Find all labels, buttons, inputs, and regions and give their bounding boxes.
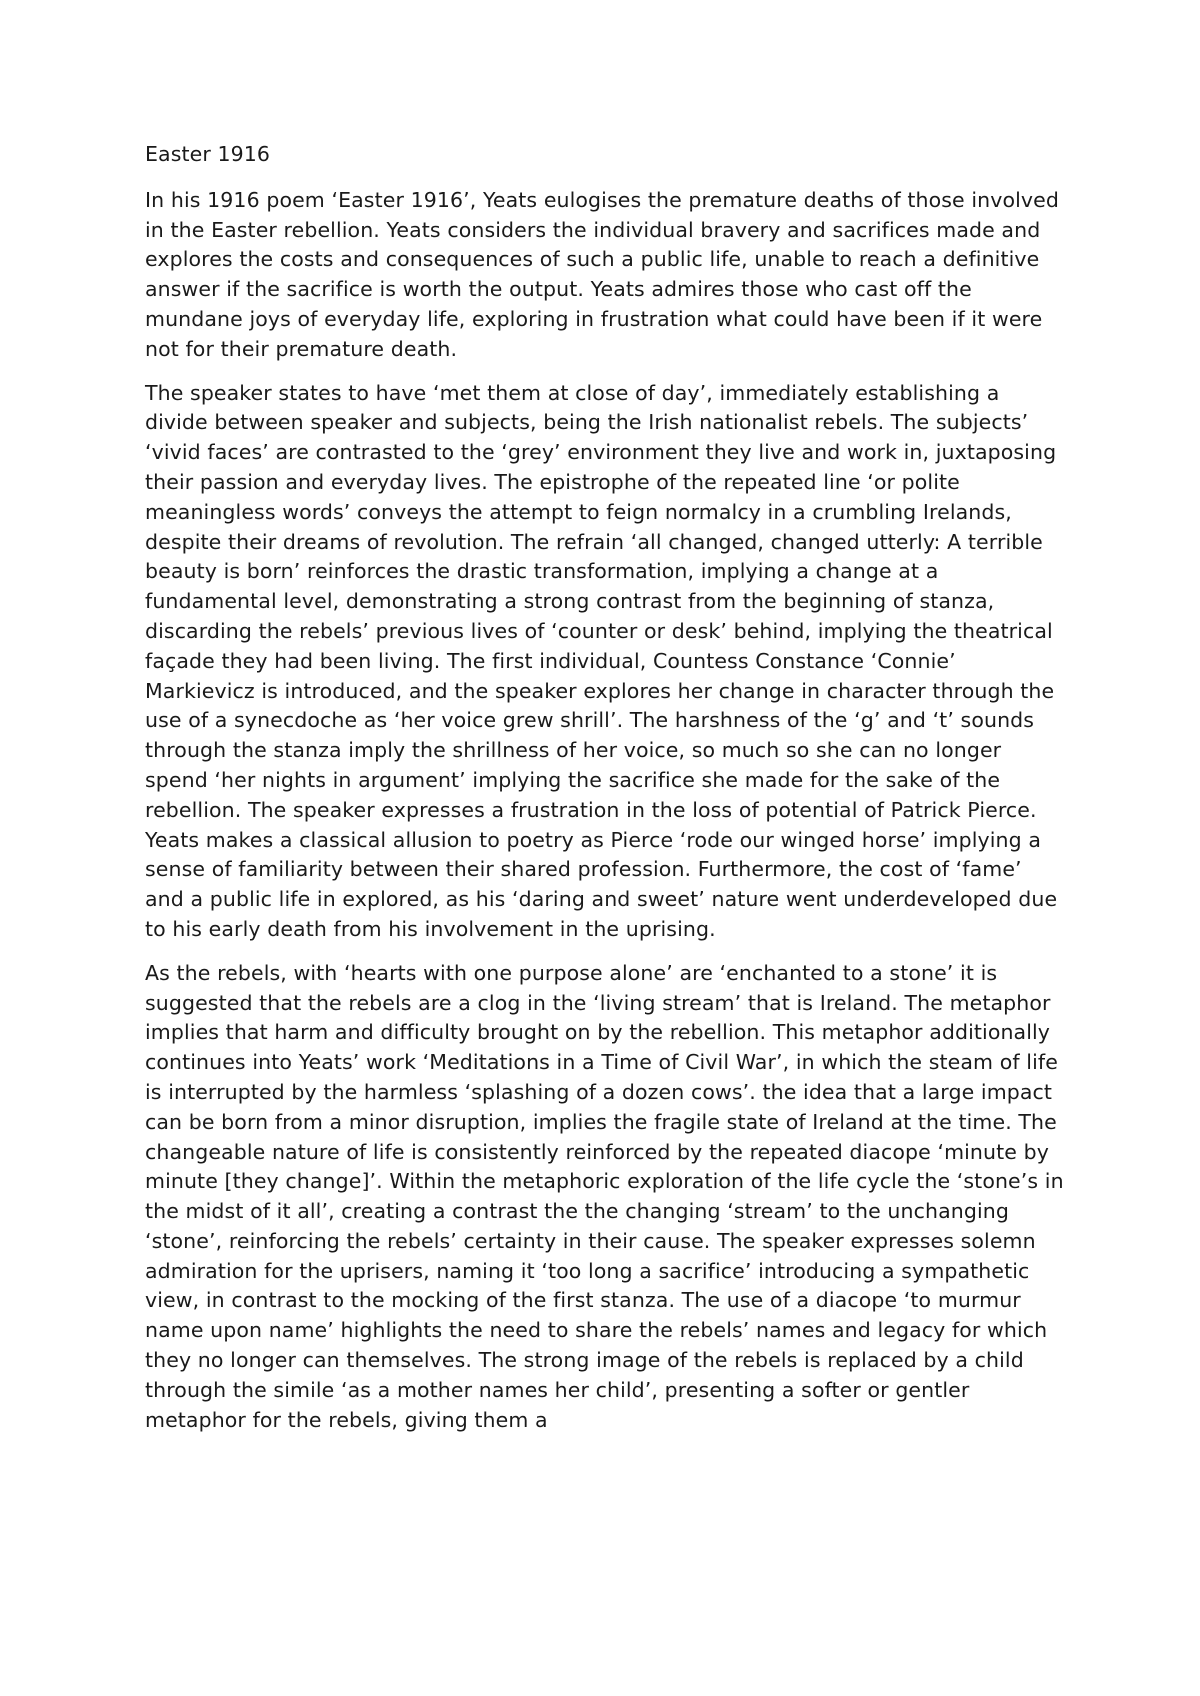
paragraph-introduction: In his 1916 poem ‘Easter 1916’, Yeats eulogises the premature deaths of those involved in the Easter rebellion. Yeats considers the individual bravery and sacrifices made and explores the costs and consequences of such a public life, unable to reach a definitive answer if the sacrifice is worth the output. Yeats admires those who cast off the mundane joys of everyday life, exploring in frustration what could have been if it were not for their premature death. [145, 187, 1059, 361]
paragraph-stanza-analysis: The speaker states to have ‘met them at close of day’, immediately establishing a divide between speaker and subjects, being the Irish nationalist rebels. The subjects’ ‘vivid faces’ are contrasted to the ‘grey’ environment they live and work in, juxtaposing their passion and everyday lives. The epistrophe of the repeated line ‘or polite meaningless words’ conveys the attempt to feign normalcy in a crumbling Irelands, despite their dreams of revolution. The refrain ‘all changed, changed utterly: A terrible beauty is born’ reinforces the drastic transformation, implying a change at a fundamental level, demonstrating a strong contrast from the beginning of stanza, discarding the rebels’ previous lives of ‘counter or desk’ behind, implying the theatrical façade they had been living. The first individual, Countess Constance ‘Connie’ Markievicz is introduced, and the speaker explores her change in character through the use of a synecdoche as ‘her voice grew shrill’. The harshness of the ‘g’ and ‘t’ sounds through the stanza imply the shrillness of her voice, so much so she can no longer spend ‘her nights in argument’ implying the sacrifice she made for the sake of the rebellion. The speaker expresses a frustration in the loss of potential of Patrick Pierce. Yeats makes a classical allusion to poetry as Pierce ‘rode our winged horse’ implying a sense of familiarity between their shared profession. Furthermore, the cost of ‘fame’ and a public life in explored, as his ‘daring and sweet’ nature went underdeveloped due to his early death from his involvement in the uprising. [145, 380, 1058, 941]
document-title: Easter 1916 [145, 142, 271, 166]
paragraph-stone-metaphor: As the rebels, with ‘hearts with one purpose alone’ are ‘enchanted to a stone’ it is suggested that the rebels are a clog in the ‘living stream’ that is Ireland. The metaphor implies that harm and difficulty brought on by the rebellion. This metaphor additionally continues into Yeats’ work ‘Meditations in a Time of Civil War’, in which the steam of life is interrupted by the harmless ‘splashing of a dozen cows’. the idea that a large impact can be born from a minor disruption, implies the fragile state of Ireland at the time. The changeable nature of life is consistently reinforced by the repeated diacope ‘minute by minute [they change]’. Within the metaphoric exploration of the life cycle the ‘stone’s in the midst of it all’, creating a contrast the the changing ‘stream’ to the unchanging ‘stone’, reinforcing the rebels’ certainty in their cause. The speaker expresses solemn admiration for the uprisers, naming it ‘too long a sacrifice’ introducing a sympathetic view, in contrast to the mocking of the first stanza. The use of a diacope ‘to murmur name upon name’ highlights the need to share the rebels’ names and legacy for which they no longer can themselves. The strong image of the rebels is replaced by a child through the simile ‘as a mother names her child’, presenting a softer or gentler metaphor for the rebels, giving them a [145, 960, 1064, 1432]
document-body [145, 140, 1065, 1449]
